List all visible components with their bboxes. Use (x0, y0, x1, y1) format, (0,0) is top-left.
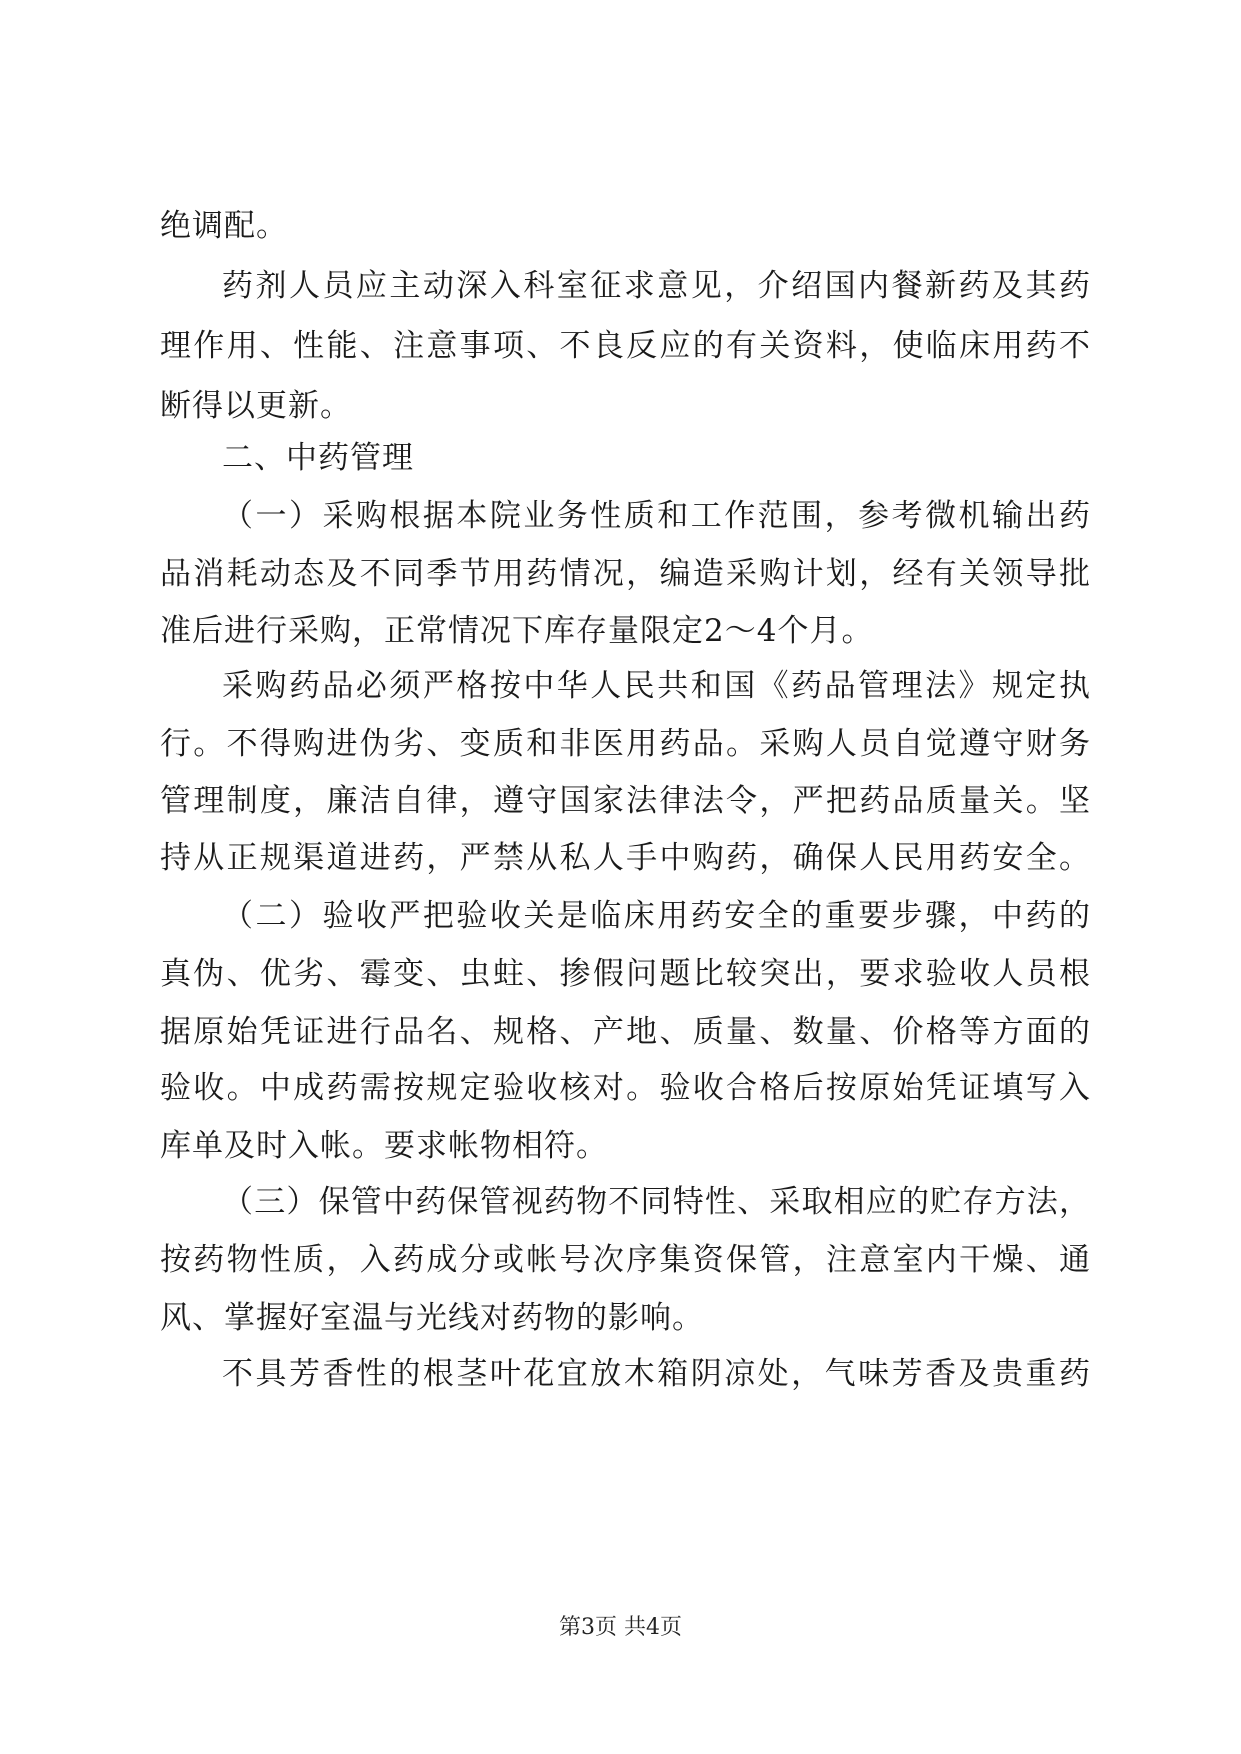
paragraph-line: 不具芳香性的根茎叶花宜放木箱阴凉处，气味芳香及贵重药 (222, 1356, 1090, 1392)
section-heading: 二、中药管理 (222, 440, 414, 476)
paragraph-line: 理作用、性能、注意事项、不良反应的有关资料，使临床用药不 (160, 328, 1090, 364)
paragraph-line: （一）采购根据本院业务性质和工作范围，参考微机输出药 (222, 498, 1090, 534)
paragraph-line: 按药物性质，入药成分或帐号次序集资保管，注意室内干燥、通 (160, 1242, 1090, 1278)
paragraph-line: 断得以更新。 (160, 388, 352, 424)
paragraph-line: 准后进行采购，正常情况下库存量限定2～4个月。 (160, 613, 874, 649)
paragraph-line: 库单及时入帐。要求帐物相符。 (160, 1128, 608, 1164)
paragraph-line: 采购药品必须严格按中华人民共和国《药品管理法》规定执 (222, 668, 1090, 704)
paragraph-line: （三）保管中药保管视药物不同特性、采取相应的贮存方法， (222, 1184, 1090, 1220)
paragraph-line: 绝调配。 (160, 208, 288, 244)
paragraph-line: 风、掌握好室温与光线对药物的影响。 (160, 1300, 704, 1336)
paragraph-line: （二）验收严把验收关是临床用药安全的重要步骤，中药的 (222, 898, 1090, 934)
paragraph-line: 品消耗动态及不同季节用药情况，编造采购计划，经有关领导批 (160, 556, 1090, 592)
paragraph-line: 持从正规渠道进药，严禁从私人手中购药，确保人民用药安全。 (160, 840, 1090, 876)
paragraph-line: 真伪、优劣、霉变、虫蛀、掺假问题比较突出，要求验收人员根 (160, 956, 1090, 992)
paragraph-line: 验收。中成药需按规定验收核对。验收合格后按原始凭证填写入 (160, 1070, 1090, 1106)
paragraph-line: 据原始凭证进行品名、规格、产地、质量、数量、价格等方面的 (160, 1014, 1090, 1050)
paragraph-line: 管理制度，廉洁自律，遵守国家法律法令，严把药品质量关。坚 (160, 783, 1090, 819)
page-number-footer: 第3页 共4页 (559, 1615, 682, 1640)
paragraph-line: 行。不得购进伪劣、变质和非医用药品。采购人员自觉遵守财务 (160, 726, 1090, 762)
paragraph-line: 药剂人员应主动深入科室征求意见，介绍国内餐新药及其药 (222, 268, 1090, 304)
